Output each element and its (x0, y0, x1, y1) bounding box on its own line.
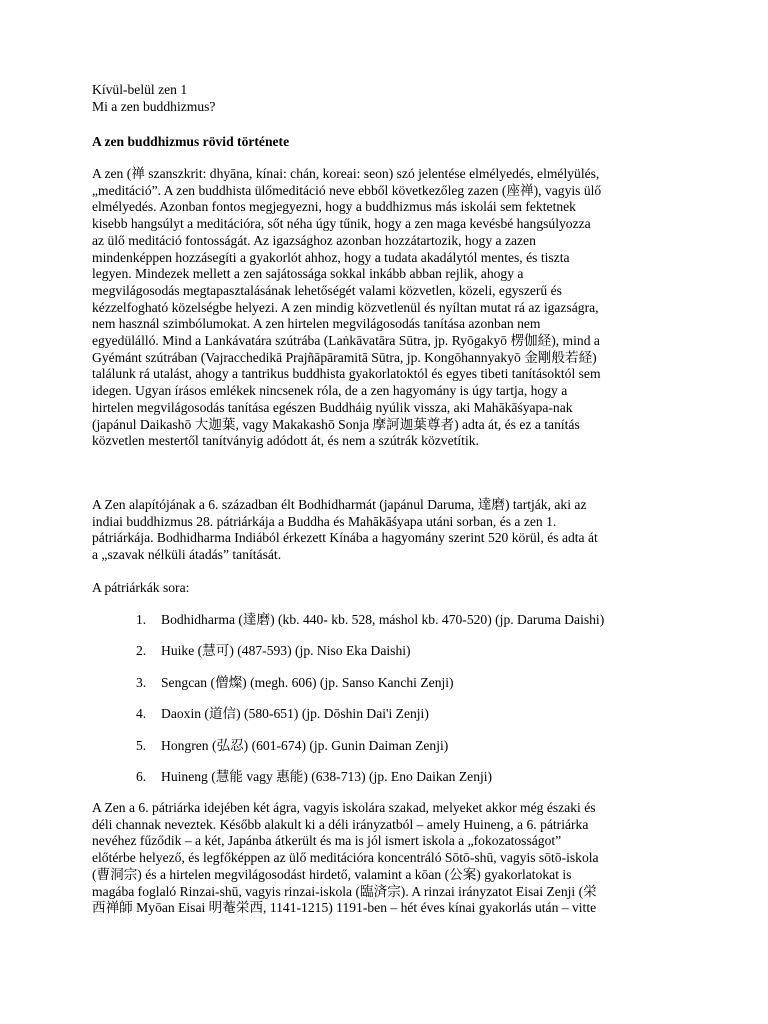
patriarch-text: Sengcan (僧燦) (megh. 606) (jp. Sanso Kanchi Zenji) (161, 674, 454, 690)
intro-line: az ülő meditáció fontosságát. Az igazsághoz azonban hozzátartozik, hogy a zazen (92, 232, 536, 248)
patriarchs-heading: A pátriárkák sora: (92, 580, 190, 595)
patriarch-number: 6. (136, 768, 147, 784)
patriarch-item (136, 675, 696, 706)
patriarch-item (136, 706, 696, 737)
intro-line: közvetlen mestertől tanítványig adódott át, és nem a szútrák közvetítik. (92, 433, 479, 449)
patriarch-text: Huineng (慧能 vagy 惠能) (638-713) (jp. Eno Daikan Zenji) (161, 768, 493, 784)
patriarch-number: 4. (136, 706, 147, 722)
intro-line: A zen (禅 szanszkrit: dhyāna, kínai: chán, koreai: seon) szó jelentése elmélyedés, elmélyülés, (92, 166, 600, 181)
intro-line: nem használ szimbólumokat. A zen hirtelen megvilágosodás tanítása azonban nem (92, 316, 541, 332)
patriarchs-list (136, 612, 696, 800)
schools-paragraph (92, 800, 680, 917)
document-header-line-2: Mi a zen buddhizmus? (92, 99, 216, 114)
patriarch-item (136, 769, 696, 800)
intro-line: Gyémánt szútrában (Vajracchedikā Prajñāpāramitā Sūtra, jp. Kongōhannyakyō 金剛般若経) (92, 349, 597, 365)
schools-line: déli channak neveztek. Később alakult ki a déli irányzatból – amely Huineng, a 6. pátriárka (92, 816, 589, 832)
intro-line: megvilágosodás megtapasztalásának lehetőségét valami közvetlen, közeli, egyszerű és (92, 282, 562, 298)
document-header-line-1: Kívül-belül zen 1 (92, 82, 188, 97)
patriarch-item (136, 643, 696, 674)
intro-line: (japánul Daikashō 大迦葉, vagy Makakashō Sonja 摩訶迦葉尊者) adta át, és ez a tanítás (92, 416, 580, 432)
patriarch-text: Huike (慧可) (487-593) (jp. Niso Eka Daishi) (161, 643, 411, 659)
patriarch-number: 2. (136, 643, 147, 659)
patriarch-text: Daoxin (道信) (580-651) (jp. Dōshin Dai'i Zenji) (161, 706, 429, 722)
intro-line: „meditáció”. A zen buddhista ülőmeditáció neve ebből következőleg zazen (座禅), vagyis ülő (92, 182, 602, 198)
intro-line: kisebb hangsúlyt a meditációra, sőt néha úgy tűnik, hogy a zen maga kevésbé hangsúlyozza (92, 216, 591, 232)
founder-line: indiai buddhizmus 28. pátriárkája a Buddha és Mahākāśyapa utáni sorban, és a zen 1. (92, 513, 557, 529)
schools-line: A Zen a 6. pátriárka idejében két ágra, vagyis iskolára szakad, melyeket akkor még északi és (92, 800, 596, 815)
intro-paragraph (92, 166, 680, 450)
patriarch-number: 3. (136, 674, 147, 690)
intro-line: legyen. Mindezek mellett a zen sajátossága sokkal inkább abban rejlik, ahogy a (92, 266, 524, 282)
patriarch-item (136, 612, 696, 643)
founder-line: pátriárkája. Bodhidharma Indiából érkezett Kínába a hagyomány szerint 520 körül, és adta át (92, 530, 598, 546)
schools-line: előtérbe helyező, és legfőképpen az ülő meditációra koncentráló Sōtō-shū, vagyis sōtō-iskola (92, 850, 599, 866)
schools-line: 西禅師 Myōan Eisai 明菴栄西, 1141-1215) 1191-ben – hét éves kínai gyakorlás után – vitte (92, 900, 597, 916)
intro-line: hirtelen megvilágosodás tanítása egészen Buddháig nyúlik vissza, aki Mahākāśyapa-nak (92, 399, 573, 415)
patriarch-item (136, 738, 696, 769)
intro-line: mindenképpen hozzásegíti a gyakorlót ahhoz, hogy a tudata akadálytól mentes, és tiszta (92, 249, 570, 265)
intro-line: egyedülálló. Mind a Lankávatára szútrába (Laṅkāvatāra Sūtra, jp. Ryōgakyō 楞伽経), mind a (92, 333, 600, 349)
founder-paragraph (92, 497, 680, 564)
patriarch-text: Hongren (弘忍) (601-674) (jp. Gunin Daiman Zenji) (161, 737, 449, 753)
patriarch-number: 1. (136, 612, 147, 627)
intro-line: kézzelfogható közelségbe helyezi. A zen mindig közvetlenül és nyíltan mutat rá az igazságra, (92, 299, 599, 315)
section-title: A zen buddhizmus rövid története (92, 134, 290, 149)
schools-line: nevéhez fűződik – a két, Japánba átkerült és ma is jól ismert iskola a „fokozatosságot” (92, 833, 562, 849)
schools-line: (曹洞宗) és a hirtelen megvilágosodást hirdető, valamint a kōan (公案) gyakorlatokat is (92, 866, 572, 882)
founder-line: a „szavak nélküli átadás” tanítását. (92, 547, 282, 563)
intro-line: idegen. Ugyan írásos emlékek nincsenek róla, de a zen hagyomány is úgy tartja, hogy a (92, 383, 568, 399)
schools-line: magába foglaló Rinzai-shū, vagyis rinzai-iskola (臨済宗). A rinzai irányzatot Eisai Zenji (栄 (92, 883, 597, 899)
patriarch-number: 5. (136, 737, 147, 753)
intro-line: elmélyedés. Azonban fontos megjegyezni, hogy a buddhizmus más iskolái sem fektetnek (92, 199, 576, 215)
intro-line: találunk rá utalást, ahogy a tantrikus buddhista gyakorlatoktól és egyes tibeti tanításoktól sem (92, 366, 601, 382)
founder-line: A Zen alapítójának a 6. században élt Bodhidharmát (japánul Daruma, 達磨) tartják, aki az (92, 497, 587, 512)
patriarch-text: Bodhidharma (達磨) (kb. 440- kb. 528, máshol kb. 470-520) (jp. Daruma Daishi) (161, 612, 605, 627)
